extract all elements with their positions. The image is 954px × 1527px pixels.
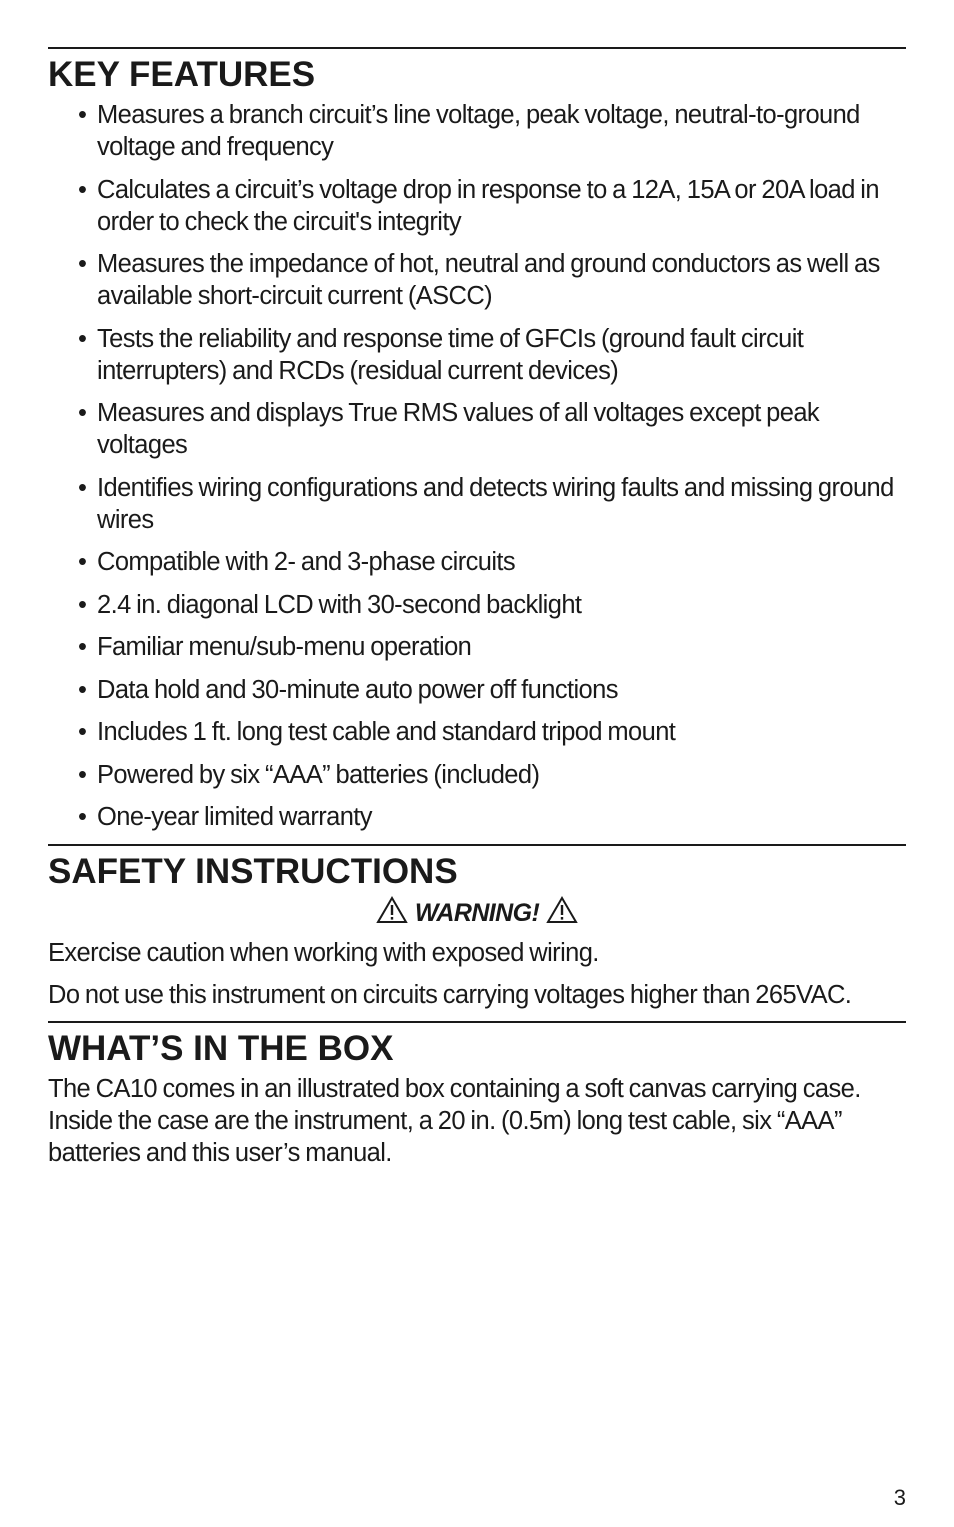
safety-heading: SAFETY INSTRUCTIONS xyxy=(48,851,458,891)
list-item: • Data hold and 30-minute auto power off functions xyxy=(78,674,906,706)
safety-section xyxy=(48,844,906,1011)
warning-banner xyxy=(48,896,906,929)
key-features-heading: KEY FEATURES xyxy=(48,55,316,94)
section-divider xyxy=(48,47,906,49)
list-item: • Includes 1 ft. long test cable and standard tripod mount xyxy=(78,716,906,748)
key-features-list xyxy=(48,99,906,833)
warning-triangle-icon xyxy=(546,896,578,924)
list-item: • Measures the impedance of hot, neutral and ground conductors as well as available short-circuit current (ASCC) xyxy=(78,248,906,312)
list-item: • Familiar menu/sub-menu operation xyxy=(78,631,906,663)
list-item: • Measures and displays True RMS values of all voltages except peak voltages xyxy=(78,397,906,461)
warning-label: WARNING! xyxy=(414,898,540,927)
list-item: • 2.4 in. diagonal LCD with 30-second backlight xyxy=(78,589,906,621)
list-item: • Compatible with 2- and 3-phase circuits xyxy=(78,546,906,578)
list-item: • Powered by six “AAA” batteries (included) xyxy=(78,759,906,791)
whats-in-box-heading: WHAT’S IN THE BOX xyxy=(48,1028,394,1068)
page-number: 3 xyxy=(893,1485,906,1510)
whats-in-box-section xyxy=(48,1021,906,1169)
safety-paragraph: Exercise caution when working with exposed wiring. xyxy=(48,938,599,967)
list-item: • Measures a branch circuit’s line voltage, peak voltage, neutral-to-ground voltage and frequency xyxy=(78,99,906,163)
list-item: • Identifies wiring configurations and detects wiring faults and missing ground wires xyxy=(78,472,906,536)
manual-page xyxy=(48,47,906,1179)
box-contents-paragraph: The CA10 comes in an illustrated box containing a soft canvas carrying case. Inside the case are the instrument, a 20 in. (0.5m) long test cable, six “AAA” batteries and this user’s manual. xyxy=(48,1074,861,1167)
warning-triangle-icon xyxy=(376,896,408,924)
section-divider xyxy=(48,844,906,846)
section-divider xyxy=(48,1021,906,1023)
key-features-section xyxy=(48,47,906,833)
safety-paragraph: Do not use this instrument on circuits carrying voltages higher than 265VAC. xyxy=(48,980,852,1009)
list-item: • Calculates a circuit’s voltage drop in response to a 12A, 15A or 20A load in order to check the circuit's integrity xyxy=(78,174,906,238)
list-item: • Tests the reliability and response time of GFCIs (ground fault circuit interrupters) and RCDs (residual current devices) xyxy=(78,323,906,387)
list-item: • One-year limited warranty xyxy=(78,801,906,833)
